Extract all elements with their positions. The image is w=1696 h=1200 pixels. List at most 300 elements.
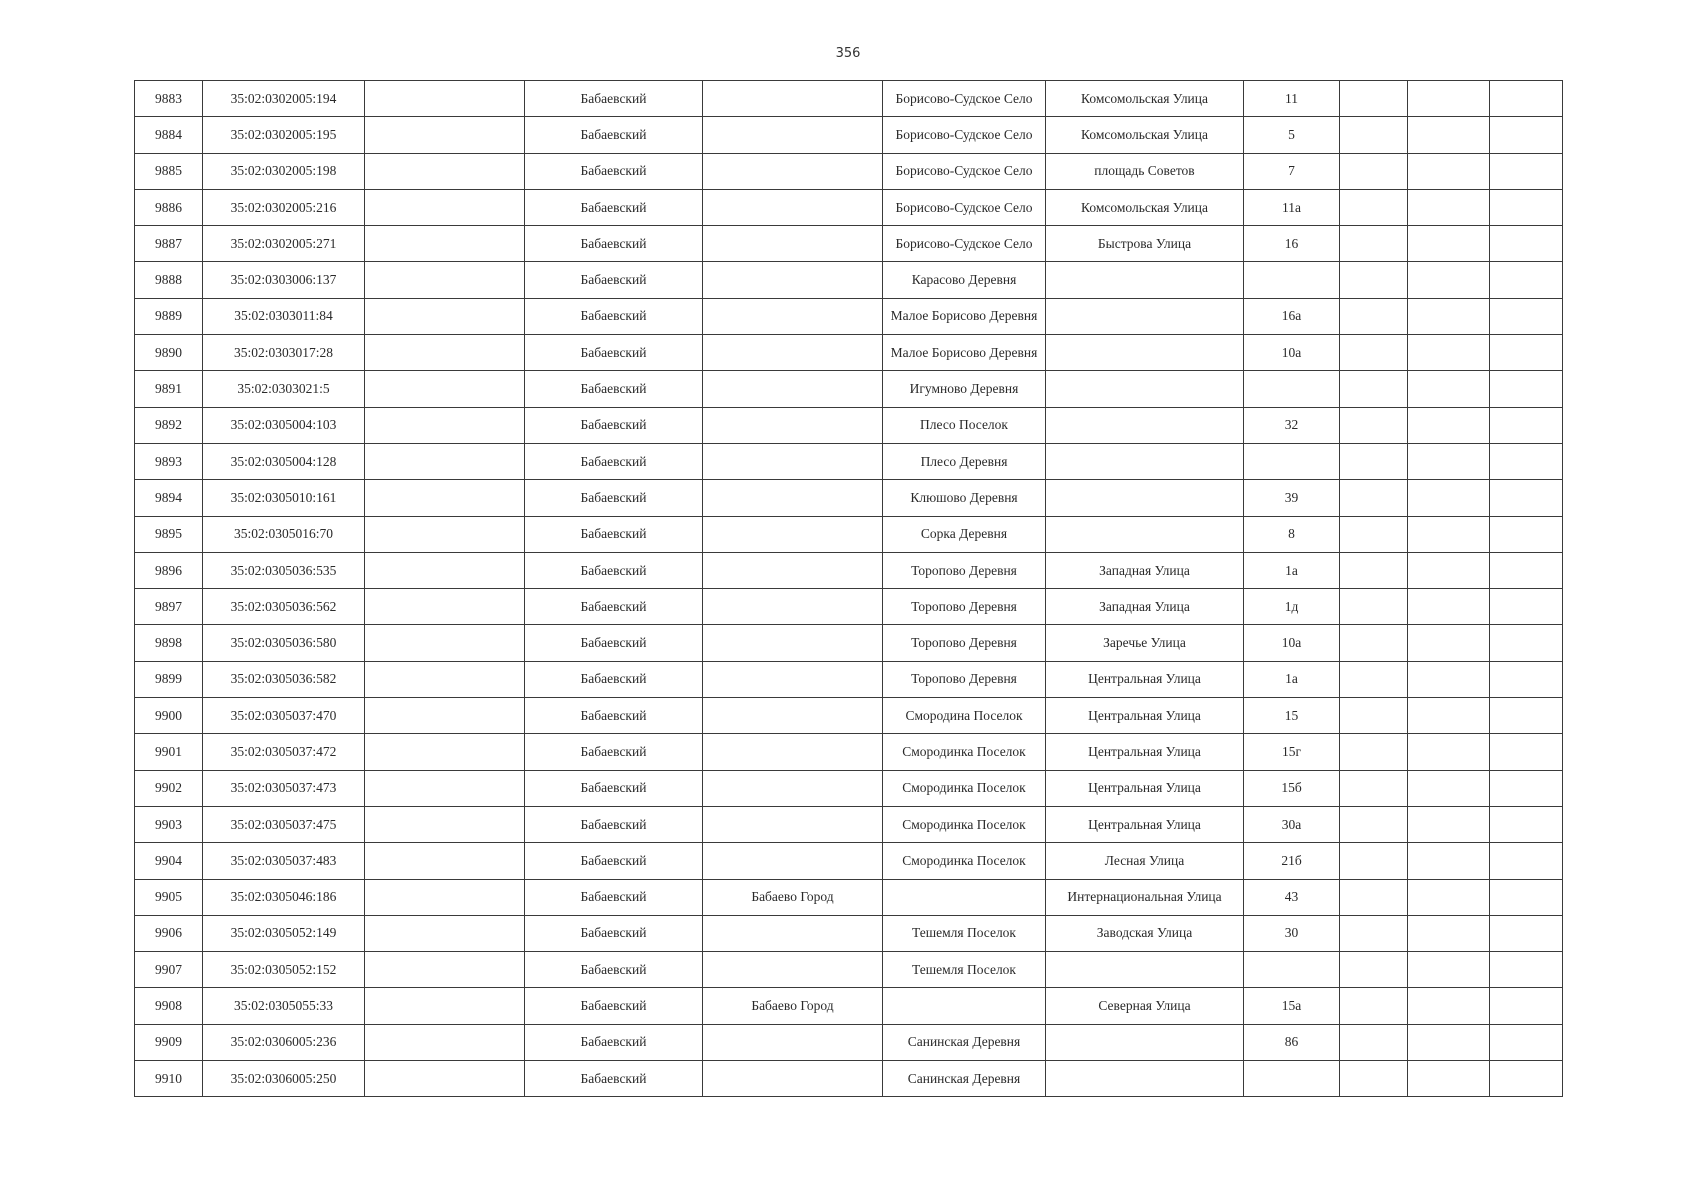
extra-column-cell (1408, 516, 1490, 552)
table-row (135, 843, 1563, 879)
settlement-cell: Торопово Деревня (883, 661, 1046, 697)
extra-column-cell (1408, 407, 1490, 443)
house-number-cell: 30 (1244, 915, 1340, 951)
street-cell (1046, 371, 1244, 407)
extra-column-cell (1408, 879, 1490, 915)
cadastral-number-cell: 35:02:0302005:198 (203, 153, 365, 189)
cadastral-number-cell: 35:02:0303011:84 (203, 298, 365, 334)
record-number-cell: 9902 (135, 770, 203, 806)
extra-column-cell (1408, 153, 1490, 189)
table-row (135, 661, 1563, 697)
city-cell (703, 770, 883, 806)
cadastral-number-cell: 35:02:0302005:194 (203, 81, 365, 117)
extra-column-cell (1490, 988, 1563, 1024)
district-cell: Бабаевский (525, 879, 703, 915)
extra-column-cell (1340, 298, 1408, 334)
extra-column-cell (1340, 407, 1408, 443)
city-cell (703, 153, 883, 189)
cadastral-number-cell: 35:02:0305037:475 (203, 806, 365, 842)
settlement-cell: Карасово Деревня (883, 262, 1046, 298)
extra-column-cell (1340, 625, 1408, 661)
empty-column-cell (365, 117, 525, 153)
cadastral-number-cell: 35:02:0305055:33 (203, 988, 365, 1024)
empty-column-cell (365, 371, 525, 407)
house-number-cell: 39 (1244, 480, 1340, 516)
record-number-cell: 9904 (135, 843, 203, 879)
street-cell: Интернациональная Улица (1046, 879, 1244, 915)
extra-column-cell (1340, 262, 1408, 298)
settlement-cell: Борисово-Судское Село (883, 117, 1046, 153)
extra-column-cell (1408, 552, 1490, 588)
district-cell: Бабаевский (525, 843, 703, 879)
settlement-cell: Санинская Деревня (883, 1061, 1046, 1097)
street-cell: Быстрова Улица (1046, 226, 1244, 262)
settlement-cell: Игумново Деревня (883, 371, 1046, 407)
settlement-cell: Борисово-Судское Село (883, 226, 1046, 262)
settlement-cell: Торопово Деревня (883, 625, 1046, 661)
street-cell: Комсомольская Улица (1046, 189, 1244, 225)
house-number-cell: 8 (1244, 516, 1340, 552)
city-cell: Бабаево Город (703, 988, 883, 1024)
cadastral-number-cell: 35:02:0305052:149 (203, 915, 365, 951)
street-cell (1046, 298, 1244, 334)
table-row (135, 589, 1563, 625)
district-cell: Бабаевский (525, 371, 703, 407)
extra-column-cell (1340, 335, 1408, 371)
cadastral-number-cell: 35:02:0305036:535 (203, 552, 365, 588)
extra-column-cell (1408, 298, 1490, 334)
extra-column-cell (1340, 1024, 1408, 1060)
cadastral-number-cell: 35:02:0305036:582 (203, 661, 365, 697)
street-cell (1046, 335, 1244, 371)
table-row (135, 770, 1563, 806)
table-row (135, 81, 1563, 117)
street-cell: Центральная Улица (1046, 770, 1244, 806)
city-cell (703, 625, 883, 661)
extra-column-cell (1490, 734, 1563, 770)
district-cell: Бабаевский (525, 806, 703, 842)
record-number-cell: 9890 (135, 335, 203, 371)
extra-column-cell (1340, 371, 1408, 407)
house-number-cell: 10а (1244, 625, 1340, 661)
street-cell: Заводская Улица (1046, 915, 1244, 951)
record-number-cell: 9894 (135, 480, 203, 516)
street-cell: Комсомольская Улица (1046, 117, 1244, 153)
settlement-cell: Тешемля Поселок (883, 952, 1046, 988)
table-row (135, 189, 1563, 225)
record-number-cell: 9901 (135, 734, 203, 770)
cadastral-number-cell: 35:02:0306005:236 (203, 1024, 365, 1060)
empty-column-cell (365, 1061, 525, 1097)
city-cell (703, 516, 883, 552)
city-cell: Бабаево Город (703, 879, 883, 915)
house-number-cell (1244, 443, 1340, 479)
district-cell: Бабаевский (525, 443, 703, 479)
street-cell: Северная Улица (1046, 988, 1244, 1024)
empty-column-cell (365, 262, 525, 298)
empty-column-cell (365, 625, 525, 661)
extra-column-cell (1340, 770, 1408, 806)
house-number-cell: 15г (1244, 734, 1340, 770)
city-cell (703, 371, 883, 407)
extra-column-cell (1490, 262, 1563, 298)
cadastral-number-cell: 35:02:0302005:271 (203, 226, 365, 262)
extra-column-cell (1490, 335, 1563, 371)
house-number-cell: 5 (1244, 117, 1340, 153)
settlement-cell: Тешемля Поселок (883, 915, 1046, 951)
house-number-cell (1244, 1061, 1340, 1097)
extra-column-cell (1490, 226, 1563, 262)
extra-column-cell (1408, 661, 1490, 697)
table-row (135, 480, 1563, 516)
cadastral-number-cell: 35:02:0303006:137 (203, 262, 365, 298)
settlement-cell: Смородинка Поселок (883, 843, 1046, 879)
extra-column-cell (1340, 806, 1408, 842)
empty-column-cell (365, 153, 525, 189)
extra-column-cell (1490, 407, 1563, 443)
street-cell: Лесная Улица (1046, 843, 1244, 879)
street-cell: Центральная Улица (1046, 698, 1244, 734)
extra-column-cell (1490, 1024, 1563, 1060)
district-cell: Бабаевский (525, 335, 703, 371)
cadastral-number-cell: 35:02:0305046:186 (203, 879, 365, 915)
district-cell: Бабаевский (525, 81, 703, 117)
extra-column-cell (1408, 734, 1490, 770)
record-number-cell: 9892 (135, 407, 203, 443)
extra-column-cell (1408, 698, 1490, 734)
house-number-cell: 16 (1244, 226, 1340, 262)
cadastral-number-cell: 35:02:0305016:70 (203, 516, 365, 552)
district-cell: Бабаевский (525, 552, 703, 588)
settlement-cell: Торопово Деревня (883, 589, 1046, 625)
empty-column-cell (365, 335, 525, 371)
district-cell: Бабаевский (525, 117, 703, 153)
district-cell: Бабаевский (525, 153, 703, 189)
street-cell: площадь Советов (1046, 153, 1244, 189)
house-number-cell: 10а (1244, 335, 1340, 371)
table-row (135, 879, 1563, 915)
settlement-cell: Малое Борисово Деревня (883, 335, 1046, 371)
extra-column-cell (1408, 952, 1490, 988)
record-number-cell: 9891 (135, 371, 203, 407)
settlement-cell: Малое Борисово Деревня (883, 298, 1046, 334)
street-cell (1046, 1061, 1244, 1097)
empty-column-cell (365, 734, 525, 770)
settlement-cell: Смородинка Поселок (883, 806, 1046, 842)
empty-column-cell (365, 843, 525, 879)
table-row (135, 952, 1563, 988)
page-number: 356 (835, 46, 861, 61)
extra-column-cell (1340, 915, 1408, 951)
record-number-cell: 9908 (135, 988, 203, 1024)
house-number-cell: 32 (1244, 407, 1340, 443)
table-row (135, 1024, 1563, 1060)
city-cell (703, 843, 883, 879)
street-cell (1046, 443, 1244, 479)
cadastral-number-cell: 35:02:0305010:161 (203, 480, 365, 516)
settlement-cell: Санинская Деревня (883, 1024, 1046, 1060)
district-cell: Бабаевский (525, 589, 703, 625)
extra-column-cell (1408, 262, 1490, 298)
table-row (135, 371, 1563, 407)
record-number-cell: 9893 (135, 443, 203, 479)
record-number-cell: 9898 (135, 625, 203, 661)
district-cell: Бабаевский (525, 698, 703, 734)
extra-column-cell (1490, 443, 1563, 479)
extra-column-cell (1340, 879, 1408, 915)
table-row (135, 262, 1563, 298)
street-cell: Центральная Улица (1046, 734, 1244, 770)
city-cell (703, 226, 883, 262)
street-cell (1046, 1024, 1244, 1060)
house-number-cell: 11а (1244, 189, 1340, 225)
extra-column-cell (1408, 480, 1490, 516)
settlement-cell (883, 879, 1046, 915)
empty-column-cell (365, 879, 525, 915)
extra-column-cell (1490, 516, 1563, 552)
cadastral-number-cell: 35:02:0305052:152 (203, 952, 365, 988)
extra-column-cell (1490, 843, 1563, 879)
table-row (135, 226, 1563, 262)
city-cell (703, 661, 883, 697)
empty-column-cell (365, 988, 525, 1024)
settlement-cell: Плесо Поселок (883, 407, 1046, 443)
extra-column-cell (1490, 298, 1563, 334)
house-number-cell: 1а (1244, 552, 1340, 588)
settlement-cell: Сорка Деревня (883, 516, 1046, 552)
table-row (135, 625, 1563, 661)
extra-column-cell (1340, 698, 1408, 734)
district-cell: Бабаевский (525, 915, 703, 951)
extra-column-cell (1490, 589, 1563, 625)
district-cell: Бабаевский (525, 734, 703, 770)
table-row (135, 298, 1563, 334)
table-row (135, 698, 1563, 734)
table-row (135, 1061, 1563, 1097)
house-number-cell: 15а (1244, 988, 1340, 1024)
record-number-cell: 9900 (135, 698, 203, 734)
record-number-cell: 9897 (135, 589, 203, 625)
district-cell: Бабаевский (525, 298, 703, 334)
house-number-cell: 7 (1244, 153, 1340, 189)
empty-column-cell (365, 770, 525, 806)
extra-column-cell (1340, 226, 1408, 262)
cadastral-number-cell: 35:02:0302005:216 (203, 189, 365, 225)
extra-column-cell (1408, 443, 1490, 479)
extra-column-cell (1340, 952, 1408, 988)
cadastral-number-cell: 35:02:0305004:103 (203, 407, 365, 443)
district-cell: Бабаевский (525, 407, 703, 443)
district-cell: Бабаевский (525, 988, 703, 1024)
empty-column-cell (365, 226, 525, 262)
extra-column-cell (1408, 371, 1490, 407)
empty-column-cell (365, 516, 525, 552)
city-cell (703, 952, 883, 988)
record-number-cell: 9887 (135, 226, 203, 262)
settlement-cell: Борисово-Судское Село (883, 153, 1046, 189)
table-row (135, 153, 1563, 189)
city-cell (703, 589, 883, 625)
city-cell (703, 480, 883, 516)
house-number-cell: 15б (1244, 770, 1340, 806)
extra-column-cell (1490, 915, 1563, 951)
settlement-cell: Смородинка Поселок (883, 734, 1046, 770)
city-cell (703, 915, 883, 951)
record-number-cell: 9906 (135, 915, 203, 951)
city-cell (703, 806, 883, 842)
empty-column-cell (365, 407, 525, 443)
extra-column-cell (1490, 81, 1563, 117)
empty-column-cell (365, 952, 525, 988)
extra-column-cell (1490, 189, 1563, 225)
table-row (135, 552, 1563, 588)
extra-column-cell (1340, 81, 1408, 117)
extra-column-cell (1408, 81, 1490, 117)
city-cell (703, 1061, 883, 1097)
settlement-cell: Борисово-Судское Село (883, 189, 1046, 225)
cadastral-number-cell: 35:02:0303017:28 (203, 335, 365, 371)
empty-column-cell (365, 480, 525, 516)
table-row (135, 734, 1563, 770)
settlement-cell: Клюшово Деревня (883, 480, 1046, 516)
registry-table (134, 80, 1563, 1097)
district-cell: Бабаевский (525, 661, 703, 697)
house-number-cell: 43 (1244, 879, 1340, 915)
registry-body (135, 81, 1563, 1097)
extra-column-cell (1490, 879, 1563, 915)
district-cell: Бабаевский (525, 480, 703, 516)
empty-column-cell (365, 81, 525, 117)
extra-column-cell (1340, 153, 1408, 189)
extra-column-cell (1490, 371, 1563, 407)
cadastral-number-cell: 35:02:0302005:195 (203, 117, 365, 153)
street-cell: Заречье Улица (1046, 625, 1244, 661)
extra-column-cell (1340, 661, 1408, 697)
extra-column-cell (1408, 335, 1490, 371)
house-number-cell: 86 (1244, 1024, 1340, 1060)
house-number-cell (1244, 262, 1340, 298)
district-cell: Бабаевский (525, 1024, 703, 1060)
city-cell (703, 298, 883, 334)
cadastral-number-cell: 35:02:0305036:580 (203, 625, 365, 661)
empty-column-cell (365, 189, 525, 225)
extra-column-cell (1340, 734, 1408, 770)
city-cell (703, 117, 883, 153)
house-number-cell: 16а (1244, 298, 1340, 334)
district-cell: Бабаевский (525, 262, 703, 298)
extra-column-cell (1340, 1061, 1408, 1097)
table-row (135, 915, 1563, 951)
record-number-cell: 9886 (135, 189, 203, 225)
cadastral-number-cell: 35:02:0305037:483 (203, 843, 365, 879)
record-number-cell: 9909 (135, 1024, 203, 1060)
record-number-cell: 9910 (135, 1061, 203, 1097)
city-cell (703, 335, 883, 371)
city-cell (703, 443, 883, 479)
empty-column-cell (365, 589, 525, 625)
extra-column-cell (1408, 1024, 1490, 1060)
settlement-cell: Смородинка Поселок (883, 770, 1046, 806)
empty-column-cell (365, 552, 525, 588)
house-number-cell: 30а (1244, 806, 1340, 842)
city-cell (703, 262, 883, 298)
table-row (135, 117, 1563, 153)
extra-column-cell (1408, 226, 1490, 262)
record-number-cell: 9885 (135, 153, 203, 189)
house-number-cell: 1д (1244, 589, 1340, 625)
table-row (135, 516, 1563, 552)
cadastral-number-cell: 35:02:0305037:473 (203, 770, 365, 806)
street-cell (1046, 952, 1244, 988)
record-number-cell: 9905 (135, 879, 203, 915)
extra-column-cell (1408, 589, 1490, 625)
cadastral-number-cell: 35:02:0305004:128 (203, 443, 365, 479)
extra-column-cell (1340, 443, 1408, 479)
extra-column-cell (1340, 552, 1408, 588)
extra-column-cell (1490, 698, 1563, 734)
house-number-cell (1244, 952, 1340, 988)
extra-column-cell (1490, 952, 1563, 988)
extra-column-cell (1408, 1061, 1490, 1097)
extra-column-cell (1408, 117, 1490, 153)
extra-column-cell (1490, 625, 1563, 661)
district-cell: Бабаевский (525, 625, 703, 661)
record-number-cell: 9896 (135, 552, 203, 588)
district-cell: Бабаевский (525, 770, 703, 806)
empty-column-cell (365, 1024, 525, 1060)
city-cell (703, 1024, 883, 1060)
table-row (135, 335, 1563, 371)
street-cell: Центральная Улица (1046, 661, 1244, 697)
street-cell (1046, 407, 1244, 443)
record-number-cell: 9883 (135, 81, 203, 117)
city-cell (703, 698, 883, 734)
house-number-cell: 21б (1244, 843, 1340, 879)
cadastral-number-cell: 35:02:0306005:250 (203, 1061, 365, 1097)
street-cell (1046, 262, 1244, 298)
extra-column-cell (1490, 806, 1563, 842)
house-number-cell: 15 (1244, 698, 1340, 734)
extra-column-cell (1340, 988, 1408, 1024)
house-number-cell: 11 (1244, 81, 1340, 117)
extra-column-cell (1340, 843, 1408, 879)
house-number-cell (1244, 371, 1340, 407)
extra-column-cell (1490, 770, 1563, 806)
table-row (135, 443, 1563, 479)
city-cell (703, 189, 883, 225)
district-cell: Бабаевский (525, 952, 703, 988)
empty-column-cell (365, 915, 525, 951)
extra-column-cell (1340, 516, 1408, 552)
city-cell (703, 81, 883, 117)
settlement-cell: Смородина Поселок (883, 698, 1046, 734)
street-cell: Центральная Улица (1046, 806, 1244, 842)
extra-column-cell (1340, 189, 1408, 225)
settlement-cell: Торопово Деревня (883, 552, 1046, 588)
record-number-cell: 9889 (135, 298, 203, 334)
extra-column-cell (1408, 988, 1490, 1024)
extra-column-cell (1340, 589, 1408, 625)
empty-column-cell (365, 298, 525, 334)
city-cell (703, 552, 883, 588)
extra-column-cell (1490, 153, 1563, 189)
extra-column-cell (1408, 806, 1490, 842)
table-row (135, 988, 1563, 1024)
empty-column-cell (365, 443, 525, 479)
extra-column-cell (1340, 117, 1408, 153)
record-number-cell: 9903 (135, 806, 203, 842)
street-cell (1046, 480, 1244, 516)
